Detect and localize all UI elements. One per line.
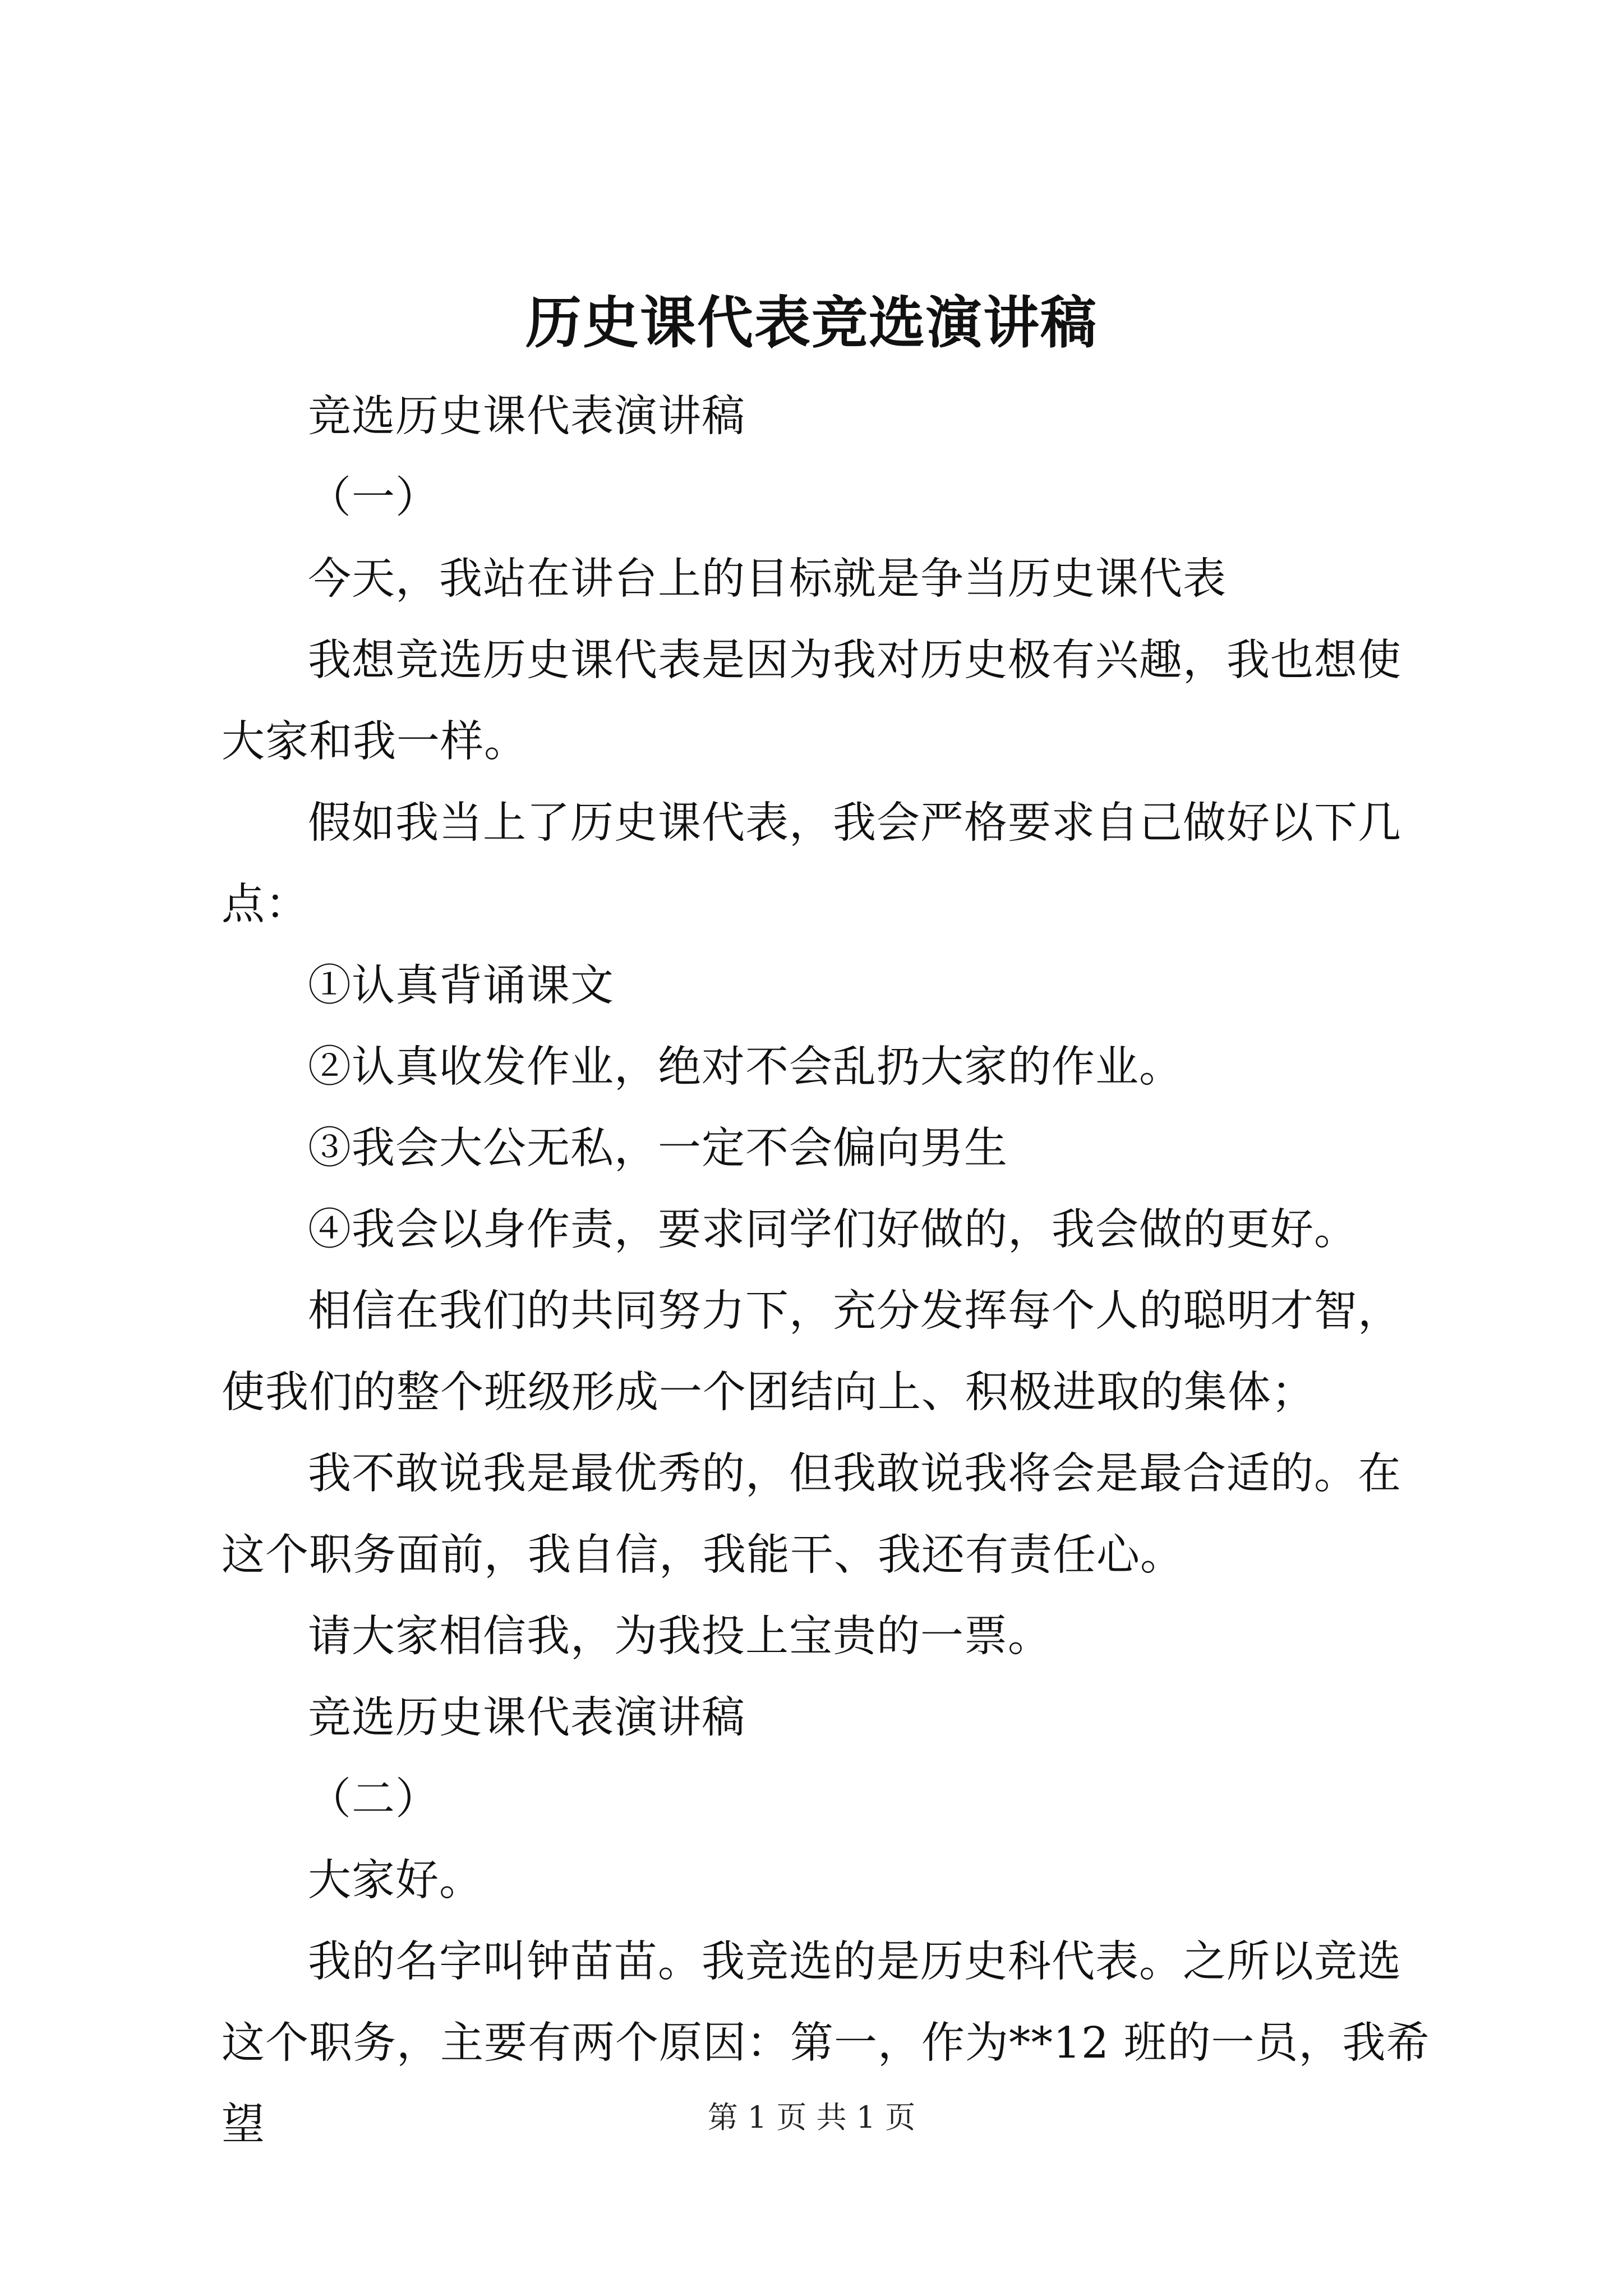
- paragraph: 我不敢说我是最优秀的，但我敢说我将会是最合适的。在这个职务面前，我自信，我能干、我还有责任心。: [222, 1449, 1401, 1580]
- list-item: ②认真收发作业，绝对不会乱扔大家的作业。: [308, 1042, 1183, 1092]
- paragraph: 竞选历史课代表演讲稿: [308, 392, 745, 441]
- paragraph: 请大家相信我，为我投上宝贵的一票。: [308, 1612, 1052, 1662]
- list-item: ④我会以身作责，要求同学们好做的，我会做的更好。: [308, 1205, 1358, 1255]
- paragraph: 大家好。: [308, 1856, 483, 1906]
- paragraph: 相信在我们的共同努力下，充分发挥每个人的聪明才智，使我们的整个班级形成一个团结向上、积极进取的集体；: [222, 1286, 1401, 1418]
- section-number: （二）: [308, 1774, 439, 1824]
- document-body: [222, 376, 1433, 2165]
- paragraph: （一）: [308, 473, 439, 523]
- paragraph: 今天，我站在讲台上的目标就是争当历史课代表: [308, 554, 1227, 604]
- page-number-label: 第 1 页 共 1 页: [707, 2100, 916, 2135]
- paragraph: 我的名字叫钟苗苗。我竞选的是历史科代表。之所以竞选这个职务，主要有两个原因：第一，作为**12 班的一员，我希望: [222, 1937, 1430, 2150]
- section-heading: 竞选历史课代表演讲稿: [308, 1693, 745, 1743]
- list-item: ①认真背诵课文: [308, 961, 614, 1011]
- document-title: 历史课代表竞选演讲稿: [525, 289, 1098, 356]
- paragraph: 假如我当上了历史课代表，我会严格要求自己做好以下几点：: [222, 798, 1401, 930]
- page-footer: [0, 2095, 1623, 2140]
- list-item: ③我会大公无私，一定不会偏向男生: [308, 1124, 1008, 1174]
- paragraph: 我想竞选历史课代表是因为我对历史极有兴趣，我也想使大家和我一样。: [222, 636, 1401, 767]
